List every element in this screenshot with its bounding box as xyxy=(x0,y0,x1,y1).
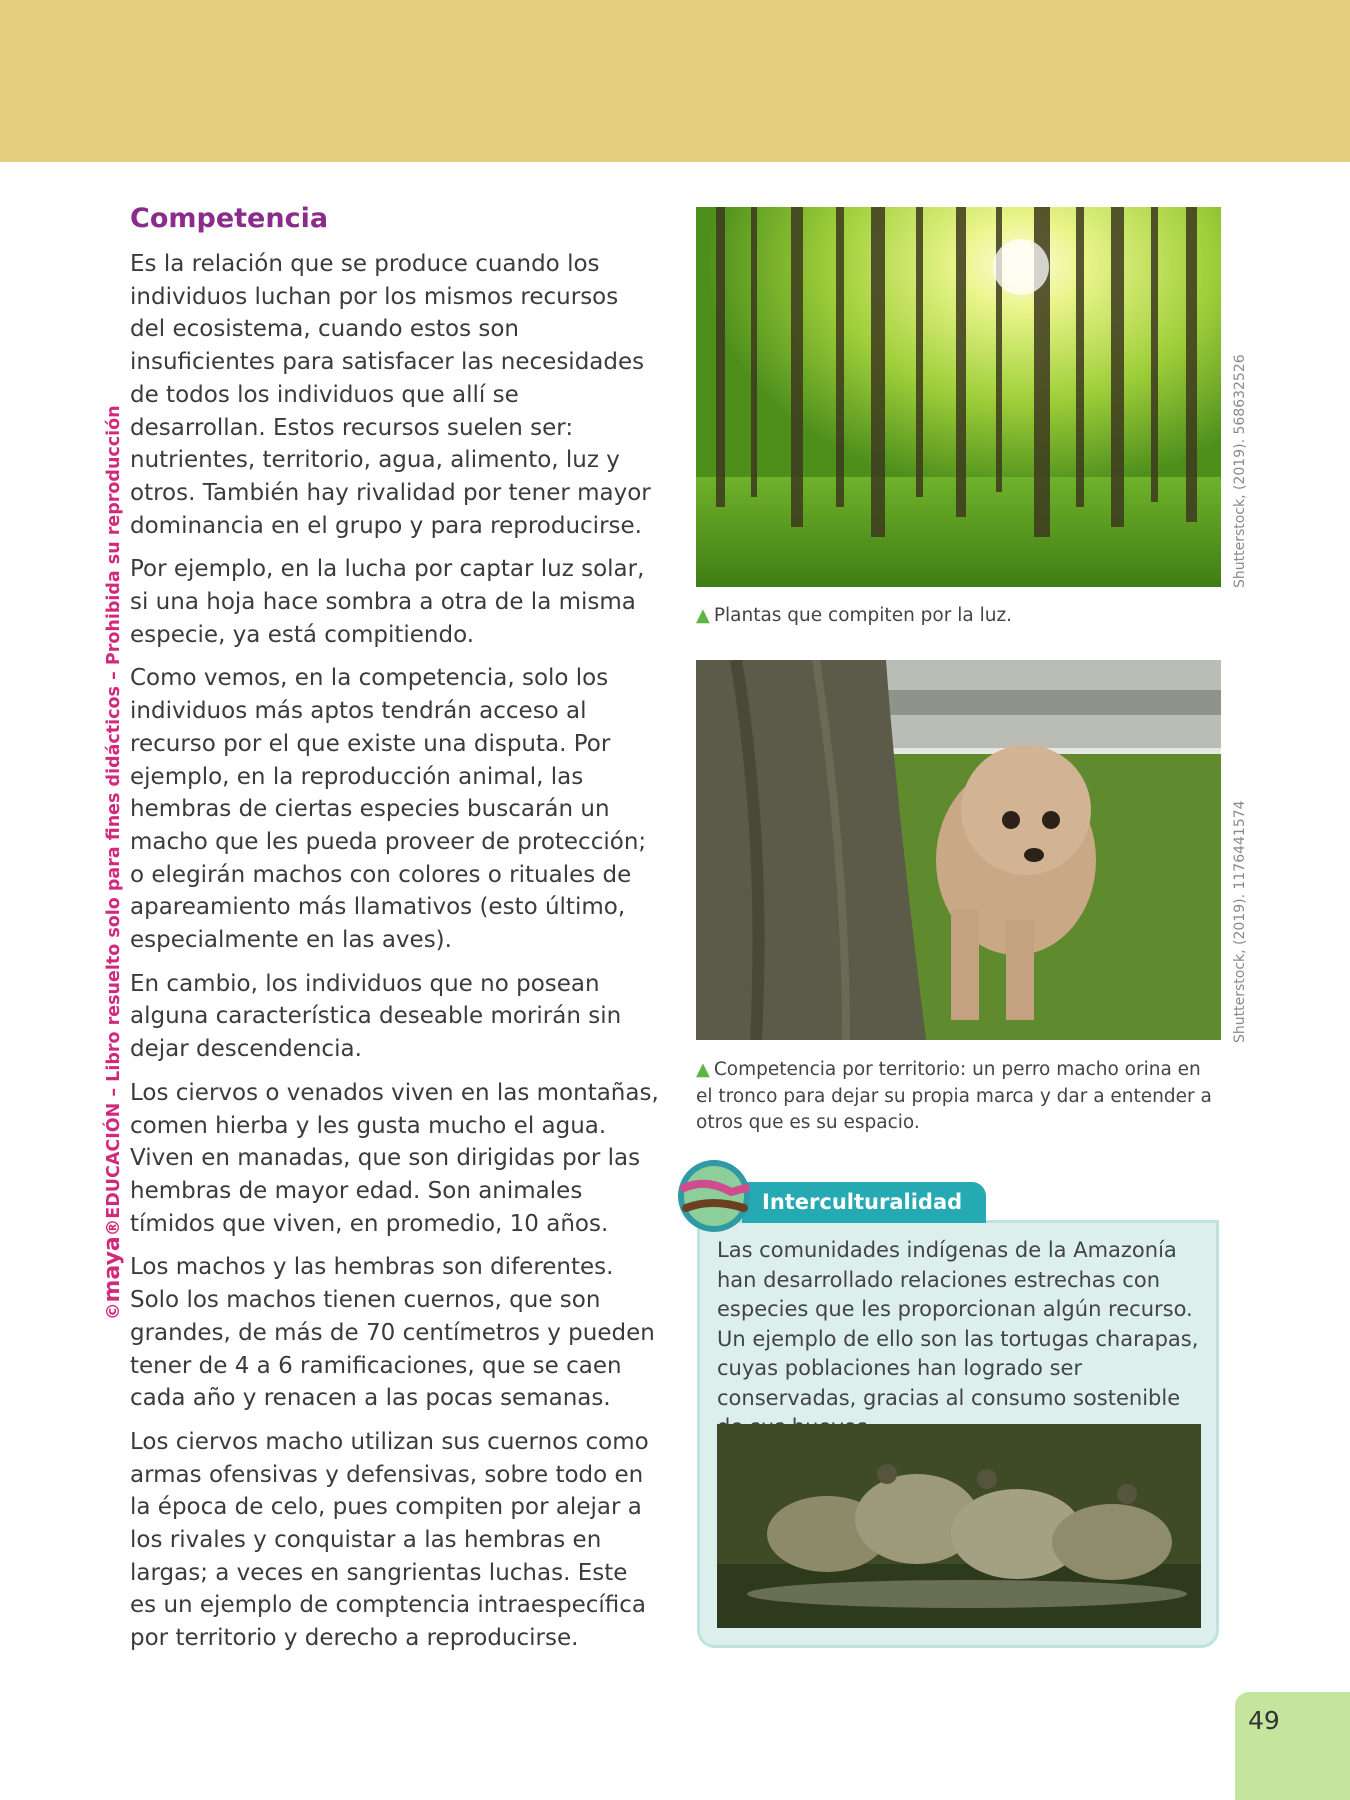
photo-credit: Shutterstock, (2019). 568632526 xyxy=(1232,354,1248,588)
paragraph: Como vemos, en la competencia, solo los individuos más aptos tendrán acceso al recurso por el que existe una disputa. Por ejemplo, en la reproducción animal, las hembras de ciertas especies buscarán un macho que les pueda proveer de protección; o elegirán machos con colores o rituales de apareamiento más llamativos (esto último, especialmente en las aves). xyxy=(130,665,647,954)
main-text-column xyxy=(130,203,660,1666)
hands-globe-icon xyxy=(676,1158,752,1234)
figure-caption: ▲ Competencia por territorio: un perro macho orina en el tronco para dejar su propia marca y dar a entender a otros que es su espacio. xyxy=(696,1059,1212,1133)
side-copyright-notice: ©maya®EDUCACIÓN – Libro resuelto solo para fines didácticos – Prohibida su reproducción xyxy=(100,405,125,1320)
paragraph: Es la relación que se produce cuando los individuos luchan por los mismos recursos del ecosistema, cuando estos son insuficientes para satisfacer las necesidades de todos los individuos que allí se desarrollan. Estos recursos suelen ser: nutrientes, territorio, agua, alimento, luz y otros. También hay rivalidad por tener mayor dominancia en el grupo y para reproducirse. xyxy=(130,251,651,539)
paragraph: En cambio, los individuos que no posean alguna característica deseable morirán sin dejar descendencia. xyxy=(130,970,622,1063)
section-title: Competencia xyxy=(130,203,329,234)
triangle-marker-icon: ▲ xyxy=(696,1059,710,1080)
forest-photo xyxy=(696,207,1221,587)
photo-credit: Shutterstock, (2019). 1176441574 xyxy=(1232,800,1248,1043)
paragraph: Los machos y las hembras son diferentes. Solo los machos tienen cuernos, que son grandes, de más de 70 centímetros y pueden tener de 4 a 6 ramificaciones, que se caen cada año y renacen a las pocas semanas. xyxy=(130,1254,655,1412)
paragraph: Por ejemplo, en la lucha por captar luz solar, si una hoja hace sombra a otra de la misma especie, ya está compitiendo. xyxy=(130,556,645,648)
paragraph: Los ciervos macho utilizan sus cuernos como armas ofensivas y defensivas, sobre todo en la época de celo, pues compiten por alejar a los rivales y conquistar a las hembras en largas; a veces en sangrientas luchas. Este es un ejemplo de comptencia intraespecífica por territorio y derecho a reproducirse. xyxy=(130,1428,649,1652)
interculturalidad-box xyxy=(697,1220,1219,1648)
triangle-marker-icon: ▲ xyxy=(696,605,710,626)
turtles-photo xyxy=(717,1424,1201,1628)
interculturalidad-text: Las comunidades indígenas de la Amazonía han desarrollado relaciones estrechas con especies que les proporcionan algún recurso. Un ejemplo de ello son las tortugas charapas, cuyas poblaciones han logrado ser conservadas, gracias al consumo sostenible xyxy=(717,1238,1199,1410)
top-color-band xyxy=(0,0,1350,162)
page-number: 49 xyxy=(1248,1706,1280,1735)
figure-caption: ▲ Plantas que compiten por la luz. xyxy=(696,605,1013,626)
dog-photo xyxy=(696,660,1221,1040)
paragraph: Los ciervos o venados viven en las montañas, comen hierba y les gusta mucho el agua. Viven en manadas, que son dirigidas por las hembras de mayor edad. Son animales tímidos que viven, en promedio, 10 años. xyxy=(130,1079,659,1237)
maya-brand-logo: maya xyxy=(100,1236,125,1303)
interculturalidad-tab: Interculturalidad xyxy=(742,1182,986,1223)
